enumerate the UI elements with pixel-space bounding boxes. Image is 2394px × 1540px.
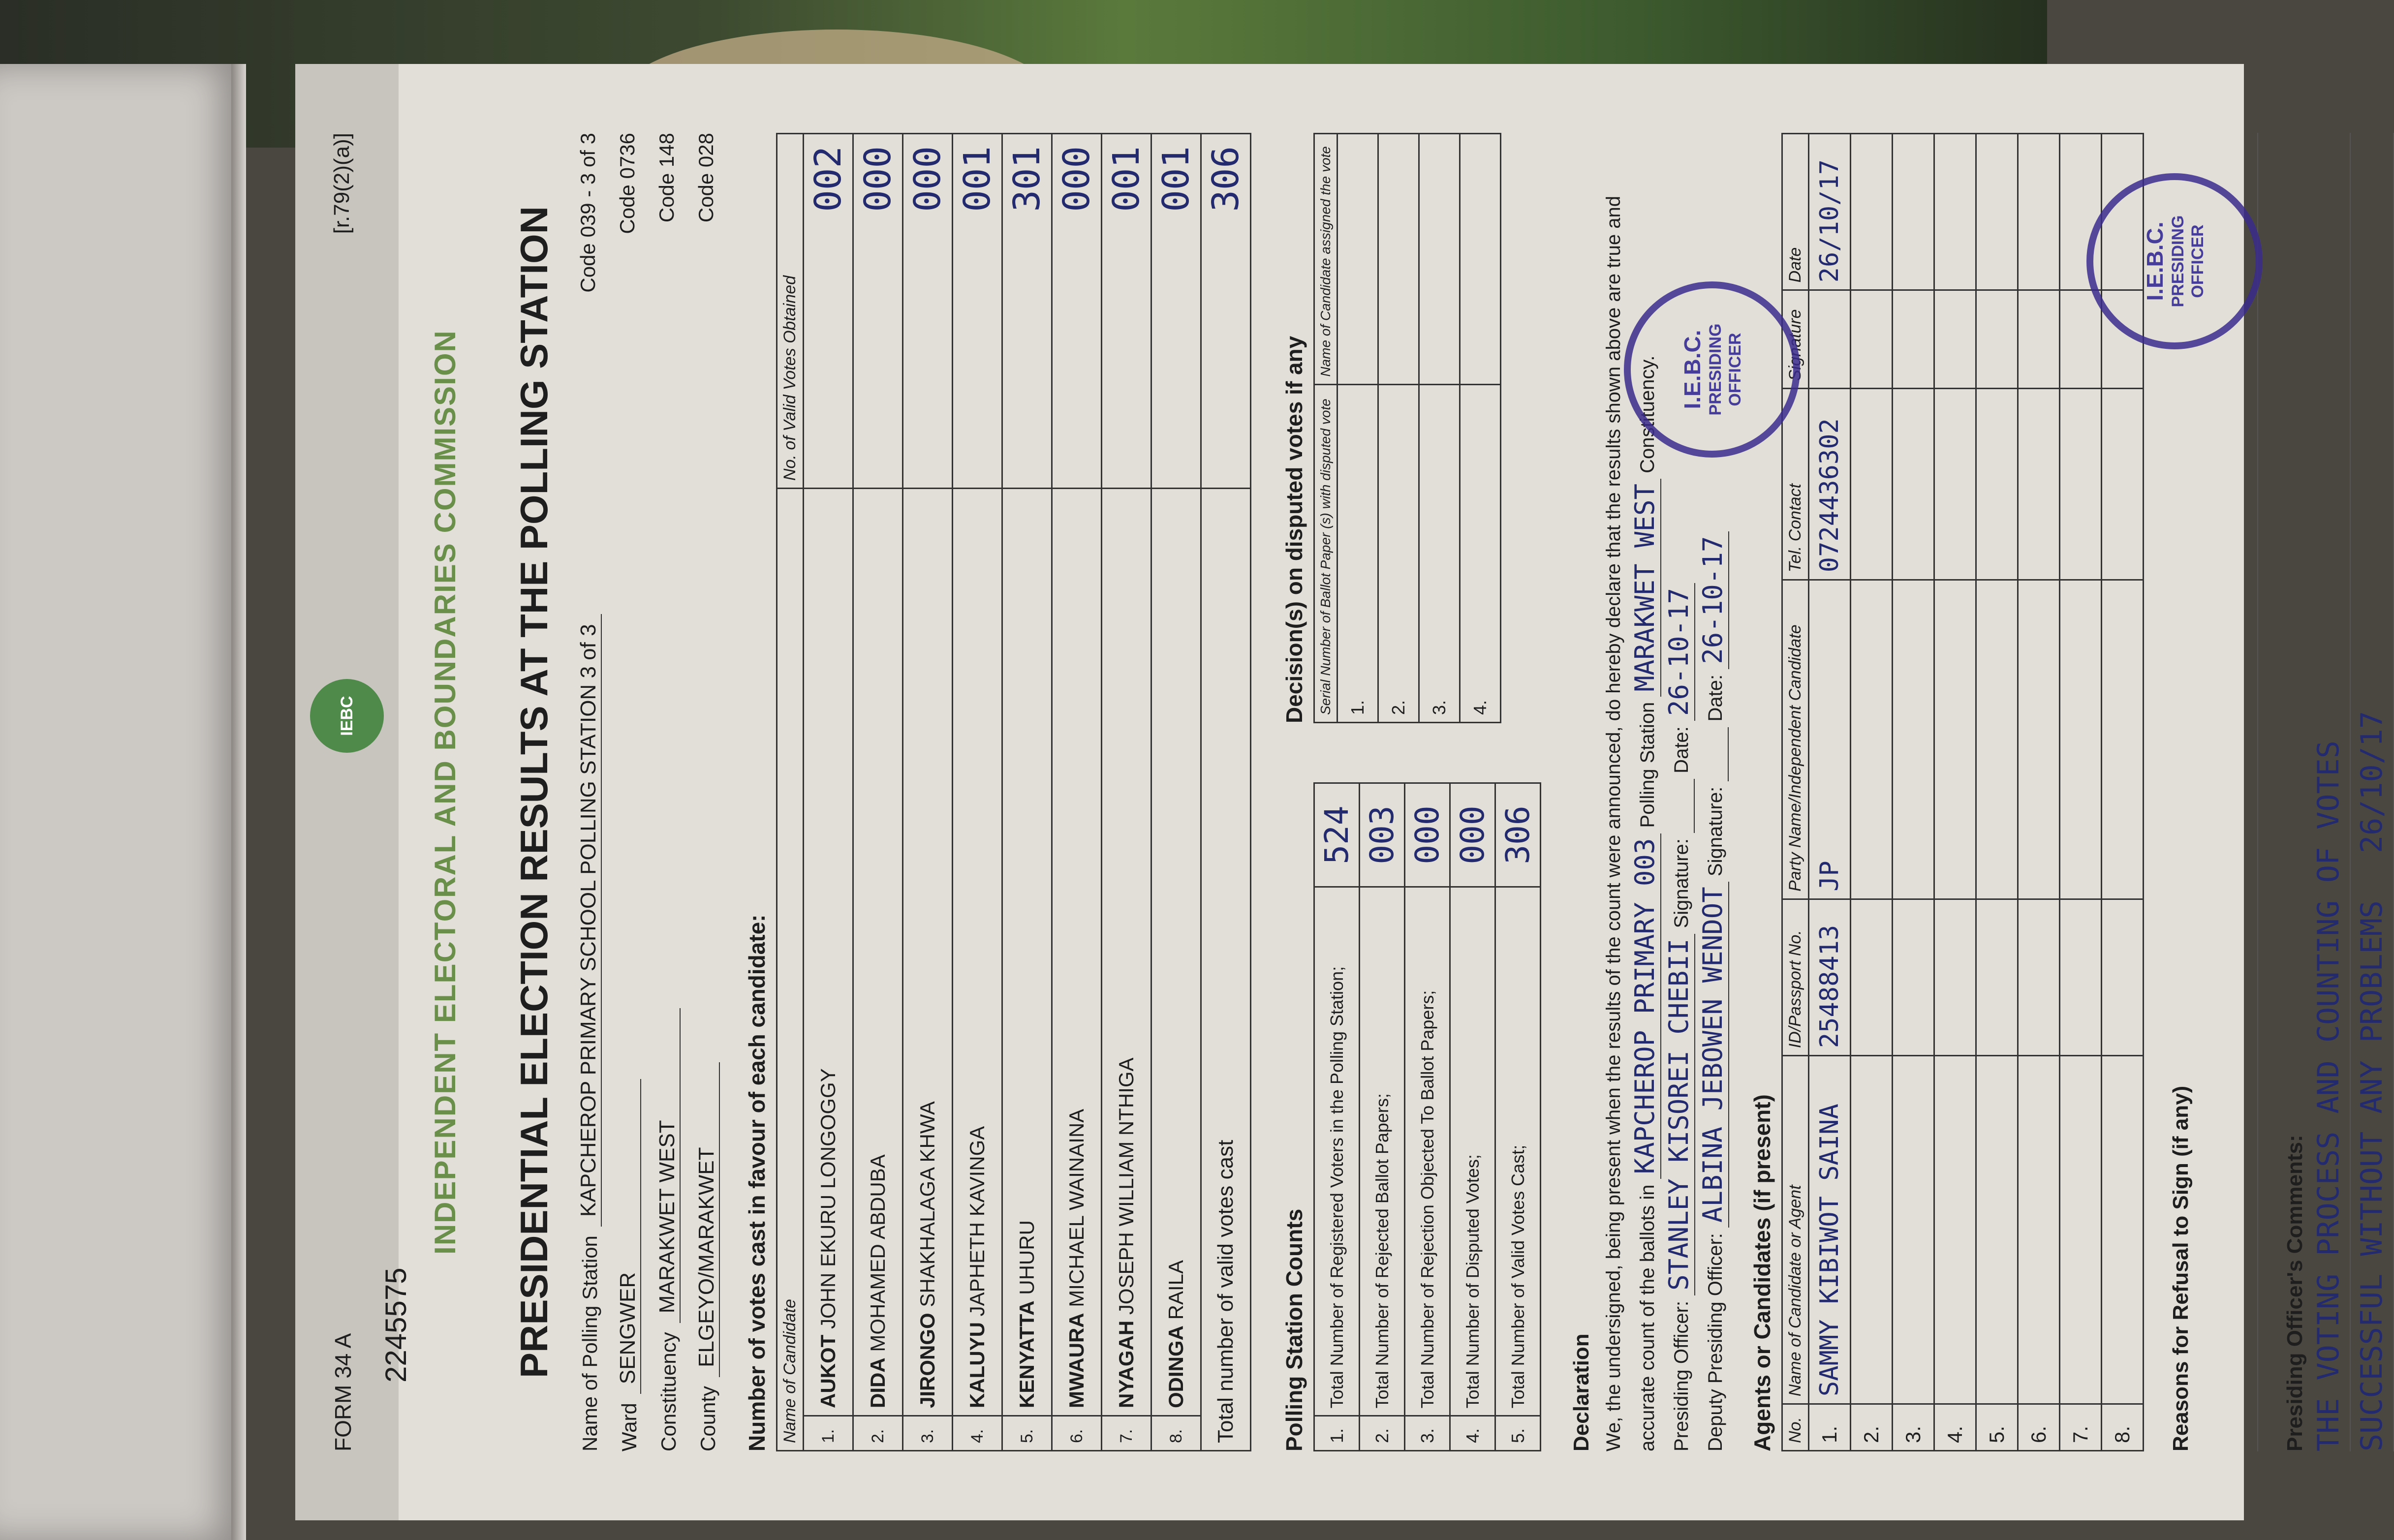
count-label: Total Number of Rejected Ballot Papers; [1360,887,1405,1416]
candidate-surname: KALUYU [965,1322,989,1408]
iebc-stamp-comments [2086,173,2263,349]
stamp-text-3: OFFICER [1726,333,1744,406]
agent-row [1809,134,1851,1451]
candidate-row [903,134,953,1451]
agent-name [1976,1056,2018,1404]
dispute-serial-header: Serial Number of Ballot Paper (s) with disputed vote [1314,384,1337,722]
count-label: Total Number of Valid Votes Cast; [1495,887,1541,1416]
dispute-row [1460,134,1501,723]
agent-name [1893,1056,1934,1404]
agent-id [1976,899,2018,1055]
candidate-row [953,134,1002,1451]
candidate-votes: 000 [903,134,953,489]
agents-header: Name of Candidate or Agent [1782,1056,1809,1404]
counts-title: Polling Station Counts [1281,1208,1307,1451]
comment-line-1: THE VOTING PROCESS AND COUNTING OF VOTES [2307,133,2351,1451]
candidate-votes: 001 [953,134,1002,489]
agents-title: Agents or Candidates (if present) [1749,1094,1775,1451]
agent-party [1851,580,1893,899]
presiding-officer-name: STANLEY KISOREI CHEBII [1663,934,1695,1295]
comment-line-2 [2351,133,2394,1451]
candidate-row [853,134,903,1451]
candidate-number: 8. [1151,1416,1201,1451]
count-value: 306 [1495,783,1541,887]
presiding-officer-label: Presiding Officer: [1671,1300,1692,1451]
candidate-number: 5. [1002,1416,1052,1451]
agent-signature [2018,290,2060,389]
candidate-name [1052,489,1102,1416]
agent-num: 3. [1893,1404,1934,1451]
rule-reference: [r.79(2)(a)] [330,133,354,234]
candidate-other-names: MOHAMED ABDUBA [866,1154,889,1352]
agent-party [1976,580,2018,899]
candidate-name [1002,489,1052,1416]
polling-station-label: Name of Polling Station [578,1235,601,1451]
agents-header: Date [1782,134,1809,290]
agent-id [1851,899,1893,1055]
count-value: 524 [1314,783,1360,887]
candidate-other-names: UHURU [1015,1220,1038,1295]
disputes-table [1313,133,1501,723]
candidate-other-names: MICHAEL WAINAINA [1065,1109,1088,1307]
agent-tel [1976,389,2018,580]
agent-signature [2060,290,2102,389]
constituency-label: Constituency [657,1332,680,1451]
stamp-text-2: PRESIDING [1706,323,1725,416]
agent-id [2018,899,2060,1055]
candidate-surname: KENYATTA [1015,1300,1038,1408]
candidate-other-names: JAPHETH KAVINGA [965,1126,989,1317]
ward-value: SENGWER [616,1079,641,1394]
candidate-row [1052,134,1102,1451]
agent-num: 5. [1976,1404,2018,1451]
candidate-other-names: JOSEPH WILLIAM NTHIGA [1115,1057,1138,1315]
book-spine [231,64,246,1540]
declaration-text: We, the undersigned, being present when the results of the count were announced, do hereby declare that the results shown above are true and accurate count of the ballots in [1603,195,1658,1451]
polling-station-counts [1276,782,1541,1451]
dpo-date-label: Date: [1705,674,1726,722]
candidate-votes: 001 [1102,134,1151,489]
agent-row [1851,134,1893,1451]
county-label: County [696,1386,719,1451]
candidate-votes-table [776,133,1251,1451]
dispute-serial: 1. [1337,384,1378,722]
agent-row [2018,134,2060,1451]
agents-header: No. [1782,1404,1809,1451]
candidate-surname: AUKOT [816,1334,839,1408]
agent-num: 1. [1809,1404,1851,1451]
dispute-row [1419,134,1460,723]
agents-header: Signature [1782,290,1809,389]
declaration-title: Declaration [1569,1333,1593,1451]
candidate-votes: 000 [853,134,903,489]
form-serial: 2245575 [379,1267,412,1383]
form-title: PRESIDENTIAL ELECTION RESULTS AT THE POLLING STATION [512,206,556,1378]
deputy-presiding-officer-name: ALBINA JEBOWEN WENDOT [1697,882,1729,1228]
agent-signature [1934,290,1976,389]
candidate-surname: NYAGAH [1115,1320,1138,1408]
candidate-number: 6. [1052,1416,1102,1451]
agent-id: 25488413 [1809,899,1851,1055]
agent-id [2060,899,2102,1055]
count-label: Total Number of Disputed Votes; [1450,887,1495,1416]
ward-label: Ward [618,1403,641,1451]
refusal-reasons-label: Reasons for Refusal to Sign (if any) [2169,1085,2193,1451]
declaration-station: KAPCHEROP PRIMARY 003 [1629,833,1661,1179]
candidate-name [853,489,903,1416]
agent-signature [1976,290,2018,389]
presiding-officer-comments [2283,133,2394,1451]
agent-signature [1809,290,1851,389]
count-number: 5. [1495,1416,1541,1451]
agent-party: JP [1809,580,1851,899]
station-code: Code 039 - 3 of 3 [576,133,599,293]
votes-section-title: Number of votes cast in favour of each candidate: [744,914,770,1451]
agent-num: 8. [2102,1404,2144,1451]
candidate-votes: 301 [1002,134,1052,489]
stamp-text-1: I.E.B.C. [2142,221,2168,301]
count-number: 2. [1360,1416,1405,1451]
deputy-presiding-officer-label: Deputy Presiding Officer: [1705,1233,1726,1451]
candidate-number: 4. [953,1416,1002,1451]
dispute-serial: 3. [1419,384,1460,722]
count-value: 000 [1405,783,1450,887]
dpo-signature-label: Signature: [1705,786,1726,877]
agent-party [2060,580,2102,899]
dispute-candidate [1378,134,1419,385]
dpo-date: 26-10-17 [1697,531,1729,669]
candidate-name [1102,489,1151,1416]
candidate-votes: 001 [1151,134,1201,489]
candidate-row [804,134,853,1451]
agent-name [2102,1056,2144,1404]
agent-tel [1851,389,1893,580]
dispute-candidate [1460,134,1501,385]
candidate-other-names: RAILA [1164,1260,1187,1320]
iebc-stamp-declaration [1624,281,1800,458]
count-row [1450,783,1495,1451]
total-valid-votes-value: 306 [1201,134,1251,489]
counts-and-disputes [1276,133,1541,1451]
po-date-label: Date: [1671,726,1692,773]
dpo-signature [1698,727,1729,781]
dispute-candidate [1337,134,1378,385]
candidate-surname: ODINGA [1164,1325,1187,1408]
dispute-serial: 2. [1378,384,1419,722]
agent-num: 4. [1934,1404,1976,1451]
agent-date [2018,134,2060,290]
agent-id [1934,899,1976,1055]
count-label: Total Number of Registered Voters in the Polling Station; [1314,887,1360,1416]
agent-num: 6. [2018,1404,2060,1451]
agent-name [2060,1056,2102,1404]
agent-tel [2102,389,2144,580]
comment-date: 26/10/17 [2355,711,2389,854]
agent-name [1851,1056,1893,1404]
candidate-number: 2. [853,1416,903,1451]
agent-date: 26/10/17 [1809,134,1851,290]
agents-section [1749,133,2144,1451]
candidate-number: 1. [804,1416,853,1451]
candidate-surname: JIRONGO [916,1313,939,1408]
agent-name: SAMMY KIBIWOT SAINA [1809,1056,1851,1404]
form-header [295,133,502,1451]
count-row [1495,783,1541,1451]
ward-code: Code 0736 [616,133,639,234]
count-value: 003 [1360,783,1405,887]
polling-station-value: KAPCHEROP PRIMARY SCHOOL POLLING STATION 3 of 3 [576,614,602,1227]
agent-tel: 0724436302 [1809,389,1851,580]
candidate-name [953,489,1002,1416]
candidate-row [1151,134,1201,1451]
declaration-constituency-label: Constituency. [1637,355,1658,473]
agent-row [2060,134,2102,1451]
agent-party [2018,580,2060,899]
agent-date [1976,134,2018,290]
candidate-number: 3. [903,1416,953,1451]
dispute-serial: 4. [1460,384,1501,722]
agent-party [1934,580,1976,899]
count-value: 000 [1450,783,1495,887]
agent-tel [1893,389,1934,580]
declaration-station-label: Polling Station [1637,702,1658,828]
count-row [1360,783,1405,1451]
agent-row [1934,134,1976,1451]
agent-tel [2060,389,2102,580]
disputes-title: Decision(s) on disputed votes if any [1281,336,1307,723]
agent-tel [1934,389,1976,580]
candidate-number: 7. [1102,1416,1151,1451]
candidate-surname: DIDA [866,1357,889,1408]
candidate-name-header: Name of Candidate [777,489,804,1451]
candidate-votes: 002 [804,134,853,489]
po-signature [1664,779,1695,833]
agent-num: 7. [2060,1404,2102,1451]
counts-table [1313,782,1541,1451]
stamp-text-3: OFFICER [2188,224,2207,298]
candidate-row [1002,134,1052,1451]
total-valid-votes-label: Total number of valid votes cast [1201,489,1251,1451]
po-date: 26-10-17 [1663,583,1695,721]
stamp-text-2: PRESIDING [2169,215,2187,308]
agent-signature [1893,290,1934,389]
organisation-name: INDEPENDENT ELECTORAL AND BOUNDARIES COMMISSION [429,330,462,1255]
count-number: 1. [1314,1416,1360,1451]
candidate-other-names: JOHN EKURU LONGOGGY [816,1068,839,1329]
candidate-other-names: SHAKHALAGA KHWA [916,1101,939,1307]
agent-id [1893,899,1934,1055]
votes-header: No. of Valid Votes Obtained [777,134,804,489]
iebc-logo: IEBC [310,679,384,753]
agent-num: 2. [1851,1404,1893,1451]
agents-header: Tel. Contact [1782,389,1809,580]
agent-id [2102,899,2144,1055]
agent-name [1934,1056,1976,1404]
agents-header: ID/Passport No. [1782,899,1809,1055]
agent-party [1893,580,1934,899]
agent-date [1851,134,1893,290]
dispute-candidate [1419,134,1460,385]
agents-table [1781,133,2144,1451]
county-code: Code 028 [694,133,717,223]
form-page [295,64,2389,1520]
candidate-row [1102,134,1151,1451]
book-left-page [0,64,246,1540]
stamp-text-1: I.E.B.C. [1679,330,1705,409]
agent-party [2102,580,2144,899]
count-row [1405,783,1450,1451]
station-info [576,133,739,1451]
count-number: 3. [1405,1416,1450,1451]
declaration-constituency: MARAKWET WEST [1629,479,1661,697]
constituency-code: Code 148 [655,133,678,223]
agent-row [1976,134,2018,1451]
dispute-row [1378,134,1419,723]
comment-line-2-text: SUCCESSFUL WITHOUT ANY PROBLEMS [2355,900,2389,1451]
candidate-name [1151,489,1201,1416]
agent-name [2018,1056,2060,1404]
county-value: ELGEYO/MARAKWET [694,1062,720,1377]
count-number: 4. [1450,1416,1495,1451]
candidate-name [903,489,953,1416]
candidate-surname: MWAURA [1065,1313,1088,1408]
agent-row [1893,134,1934,1451]
count-row [1314,783,1360,1451]
dispute-candidate-header: Name of Candidate assigned the vote [1314,134,1337,385]
agent-signature [1851,290,1893,389]
dispute-row [1337,134,1378,723]
agent-date [1893,134,1934,290]
agent-tel [2018,389,2060,580]
comments-label: Presiding Officer's Comments: [2283,1135,2307,1451]
agent-date [1934,134,1976,290]
po-signature-label: Signature: [1671,838,1692,928]
count-label: Total Number of Rejection Objected To Ballot Papers; [1405,887,1450,1416]
agents-header: Party Name/Independent Candidate [1782,580,1809,899]
disputed-votes [1276,133,1541,723]
candidate-name [804,489,853,1416]
form-number: FORM 34 A [330,1333,356,1451]
constituency-value: MARAKWET WEST [655,1008,681,1323]
candidate-votes: 000 [1052,134,1102,489]
